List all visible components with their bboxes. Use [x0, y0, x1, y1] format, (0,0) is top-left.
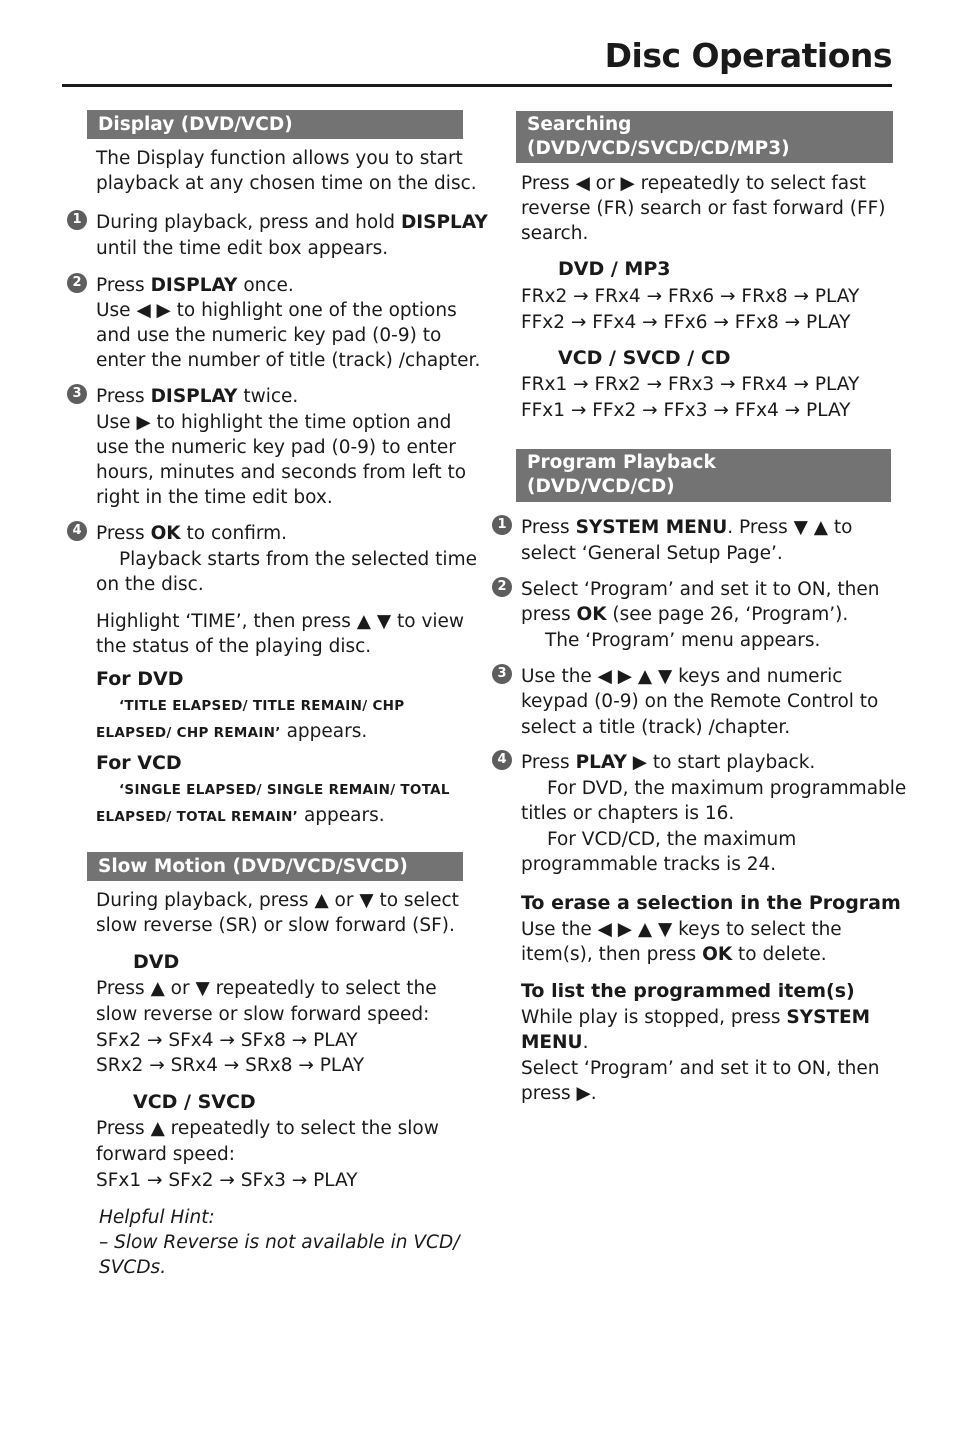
list-line1: While play is stopped, press SYSTEM [521, 1007, 871, 1028]
erase-title: To erase a selection in the Program [521, 892, 901, 914]
for-dvd-line1: ‘TITLE ELAPSED/ TITLE REMAIN/ CHP [119, 698, 405, 714]
for-dvd-title: For DVD [96, 668, 184, 690]
list-line4: press ▶. [521, 1083, 597, 1104]
prog-step-2-l2: press OK (see page 26, ‘Program’). [521, 604, 849, 625]
slow-intro-1: During playback, press ▲ or ▼ to select [96, 890, 459, 911]
search-dvd-l2: FFx2 → FFx4 → FFx6 → FFx8 → PLAY [521, 312, 851, 333]
search-vcd-title: VCD / SVCD / CD [558, 347, 731, 369]
display-step-4-l1: Playback starts from the selected time [119, 549, 477, 570]
prog-step-1-l2: select ‘General Setup Page’. [521, 543, 783, 564]
search-intro-3: search. [521, 223, 589, 244]
program-header-l2: (DVD/VCD/CD) [527, 476, 675, 497]
display-step-1: During playback, press and hold DISPLAY [96, 212, 488, 233]
display-highlight-1: Highlight ‘TIME’, then press ▲ ▼ to view [96, 611, 465, 632]
prog-step-2-icon: 2 [492, 577, 512, 597]
for-vcd-title: For VCD [96, 752, 182, 774]
for-dvd-line2: ELAPSED/ CHP REMAIN’ appears. [96, 721, 368, 742]
slow-vcd-l1: Press ▲ repeatedly to select the slow [96, 1118, 439, 1139]
prog-step-1: Press SYSTEM MENU. Press ▼ ▲ to [521, 517, 853, 538]
search-vcd-l2: FFx1 → FFx2 → FFx3 → FFx4 → PLAY [521, 400, 851, 421]
display-intro-1: The Display function allows you to start [96, 148, 463, 169]
slow-dvd-l4: SRx2 → SRx4 → SRx8 → PLAY [96, 1055, 365, 1076]
prog-step-4-l4: programmable tracks is 24. [521, 854, 777, 875]
display-highlight-2: the status of the playing disc. [96, 636, 372, 657]
step-1-icon: 1 [67, 210, 87, 230]
erase-line1: Use the ◀ ▶ ▲ ▼ keys to select the [521, 919, 842, 940]
for-vcd-line1: ‘SINGLE ELAPSED/ SINGLE REMAIN/ TOTAL [119, 782, 450, 798]
prog-step-4: Press PLAY ▶ to start playback. [521, 752, 816, 773]
prog-step-3-l1: Use the ◀ ▶ ▲ ▼ keys and numeric [521, 666, 843, 687]
slow-header: Slow Motion (DVD/VCD/SVCD) [87, 852, 463, 881]
display-step-2-l3: enter the number of title (track) /chapter. [96, 350, 481, 371]
search-header-l2: (DVD/VCD/SVCD/CD/MP3) [527, 138, 790, 159]
list-line2: MENU. [521, 1032, 589, 1053]
list-title: To list the programmed item(s) [521, 980, 855, 1002]
slow-dvd-l3: SFx2 → SFx4 → SFx8 → PLAY [96, 1030, 358, 1051]
display-step-2-l2: and use the numeric key pad (0-9) to [96, 325, 442, 346]
list-line3: Select ‘Program’ and set it to ON, then [521, 1058, 880, 1079]
prog-step-4-l1: For DVD, the maximum programmable [547, 778, 907, 799]
search-dvd-l1: FRx2 → FRx4 → FRx6 → FRx8 → PLAY [521, 286, 860, 307]
display-step-3: Press DISPLAY twice. [96, 386, 299, 407]
slow-vcd-title: VCD / SVCD [133, 1091, 256, 1113]
display-step-3-l2: use the numeric key pad (0-9) to enter [96, 437, 456, 458]
display-step-4-l2: on the disc. [96, 574, 204, 595]
display-step-4: Press OK to confirm. [96, 523, 288, 544]
search-vcd-l1: FRx1 → FRx2 → FRx3 → FRx4 → PLAY [521, 374, 860, 395]
title-rule [62, 84, 892, 87]
search-intro-1: Press ◀ or ▶ repeatedly to select fast [521, 173, 867, 194]
program-header-l1: Program Playback [527, 452, 716, 473]
step-3-icon: 3 [67, 384, 87, 404]
display-step-3-l1: Use ▶ to highlight the time option and [96, 412, 452, 433]
display-step-3-l3: hours, minutes and seconds from left to [96, 462, 467, 483]
prog-step-4-icon: 4 [492, 750, 512, 770]
hint-line1: – Slow Reverse is not available in VCD/ [99, 1232, 460, 1253]
slow-intro-2: slow reverse (SR) or slow forward (SF). [96, 915, 455, 936]
prog-step-3-l3: select a title (track) /chapter. [521, 717, 791, 738]
display-header: Display (DVD/VCD) [87, 110, 463, 139]
step-2-icon: 2 [67, 273, 87, 293]
search-header-l1: Searching [527, 114, 632, 135]
prog-step-4-l3: For VCD/CD, the maximum [547, 829, 797, 850]
display-step-3-l4: right in the time edit box. [96, 487, 333, 508]
slow-dvd-l2: slow reverse or slow forward speed: [96, 1004, 430, 1025]
slow-dvd-title: DVD [133, 951, 180, 973]
slow-dvd-l1: Press ▲ or ▼ repeatedly to select the [96, 978, 437, 999]
hint-line2: SVCDs. [99, 1257, 167, 1278]
prog-step-2-l3: The ‘Program’ menu appears. [545, 630, 821, 651]
display-intro-2: playback at any chosen time on the disc. [96, 173, 477, 194]
display-step-2-l1: Use ◀ ▶ to highlight one of the options [96, 300, 457, 321]
prog-step-2-l1: Select ‘Program’ and set it to ON, then [521, 579, 880, 600]
display-step-1-line2: until the time edit box appears. [96, 238, 389, 259]
slow-vcd-l3: SFx1 → SFx2 → SFx3 → PLAY [96, 1170, 358, 1191]
step-4-icon: 4 [67, 521, 87, 541]
hint-title: Helpful Hint: [99, 1207, 215, 1228]
page-title: Disc Operations [604, 36, 892, 75]
search-dvd-title: DVD / MP3 [558, 258, 671, 280]
display-step-2: Press DISPLAY once. [96, 275, 294, 296]
slow-vcd-l2: forward speed: [96, 1144, 235, 1165]
search-header [516, 111, 893, 163]
prog-step-4-l2: titles or chapters is 16. [521, 803, 735, 824]
prog-step-3-icon: 3 [492, 664, 512, 684]
program-header [516, 449, 891, 502]
for-vcd-line2: ELAPSED/ TOTAL REMAIN’ appears. [96, 805, 385, 826]
search-intro-2: reverse (FR) search or fast forward (FF) [521, 198, 886, 219]
prog-step-1-icon: 1 [492, 515, 512, 535]
erase-line2: item(s), then press OK to delete. [521, 944, 827, 965]
prog-step-3-l2: keypad (0-9) on the Remote Control to [521, 691, 879, 712]
